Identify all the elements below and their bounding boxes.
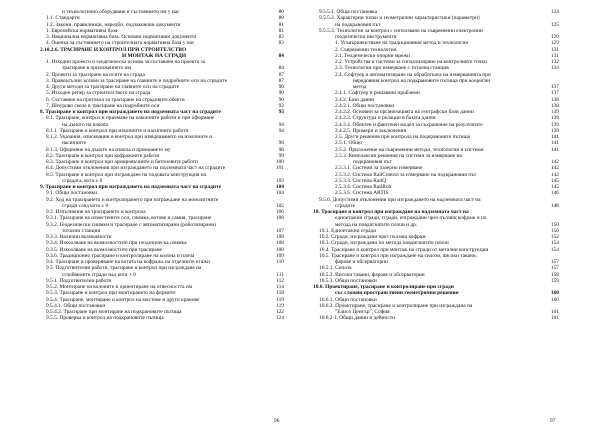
toc-entry-title: метод	[353, 84, 367, 90]
toc-entry-page: 81	[278, 27, 284, 34]
toc-entry-title: 10. Трасиране и контрол при изграждане на надземната част на	[313, 209, 469, 215]
toc-entry	[313, 315, 559, 321]
toc-entry-title: 2.5.3.5. Система ARTIS	[335, 190, 389, 197]
toc-entry-title: 9.1. Общи постановки	[46, 190, 98, 197]
toc-entry-page: 161	[550, 309, 559, 315]
toc-entry-title: 9.3.2. Геодезически снимки и трасиране с автоматизирани (роботизирани)	[46, 221, 216, 228]
toc-entry-page: 90	[278, 96, 284, 103]
toc-entry-title: 1. Изходни проекти и геодезическа основа за съставяне на проекта за	[46, 59, 206, 65]
toc-entry-page: 94	[278, 127, 284, 134]
toc-entry-page: 119	[276, 296, 284, 303]
toc-entry-title: 8.1.2. Указания, изисквания и контрол при извършването на изкопните и	[46, 134, 213, 140]
toc-entry-page: 157	[550, 265, 559, 272]
toc-entry-title: 2.5.2. Приложение на съвременни методи, технологии и системи	[335, 146, 484, 153]
toc-entry-page: 142	[550, 165, 559, 172]
toc-entry-title: 5. Изходен репер за строителството на сграда	[46, 90, 151, 97]
toc-entry-page: 125	[550, 21, 559, 28]
toc-entry-title: 9.5. Подготвителни работи, трасиране и контрол при изграждане на	[46, 265, 202, 272]
toc-entry-title: 9.5.5. Проверка и контрол на подкрановите пътища	[46, 315, 164, 322]
toc-entry-title: и технологично оборудване и състоянието им у нас	[62, 9, 180, 15]
toc-entry-title: 9.5.4.2. Трасиране при монтиране на подкрановите пътища	[46, 309, 182, 315]
toc-entry-title: 10.6. Проектиране, трасиране и контролиране при сгради	[313, 284, 454, 290]
toc-entry-page: 145	[550, 177, 559, 184]
toc-entry-page: 142	[550, 159, 559, 165]
toc-entry	[40, 315, 284, 321]
toc-entry-title: 2.4.2.3. Структура и релации в базата данни	[335, 115, 436, 122]
toc-entry-page: 150	[550, 227, 559, 234]
toc-entry-title: 10.3. Сгради, изграждани по метода повдигнатите плочи	[319, 240, 449, 247]
toc-entry-title: 8.3. Трасиране и контрол при армировъчните и бетоновите работи	[46, 159, 198, 165]
toc-entry-page: 154	[550, 246, 559, 253]
toc-entry-page: 139	[550, 115, 559, 122]
toc-entry-page: 160	[550, 290, 559, 297]
toc-entry-title: 10.1. Едноетажни сгради	[319, 227, 377, 234]
toc-entry-page: 104	[275, 190, 284, 197]
toc-entry-page: 124	[550, 9, 559, 15]
toc-entry-title: 10.5.3. Общи постановки	[319, 277, 377, 284]
toc-entry-page: 132	[550, 59, 559, 65]
toc-entry-title: сглобяемите сгради над кота + 0	[62, 271, 136, 278]
toc-entry-page: 122	[275, 309, 284, 315]
toc-entry-page: 82	[278, 34, 284, 40]
toc-entry-title: 7. Шнурово скеле в трасиране на подробните оси	[46, 102, 160, 109]
toc-entry-title: 9.3.5. Изкоолване на вьзмоэностите при трасиране	[46, 246, 162, 253]
toc-entry-page: 159	[550, 277, 559, 284]
toc-entry-title: 2. Съвременни технологии	[335, 46, 397, 53]
toc-entry-page: 129	[550, 40, 559, 47]
toc-entry-title: 9.3.4. Изкоолване на вьзмоэностите при геодезическа снимка	[46, 240, 187, 247]
toc-entry-title: 2.4.2.4. Обектен и фактичен модел за съхранение на резултатите	[335, 121, 483, 128]
toc-entry-title: 9.5.4.1. Общи постановки	[46, 302, 106, 309]
toc-entry-title: 3. Национална нормативна база. Основни нормативни документи	[46, 34, 197, 40]
toc-entry-title: 9.3.1. Трасиране на изместените оси, снимка, вотове и самия. трасиране	[46, 215, 212, 222]
toc-entry-page: 105	[275, 202, 284, 209]
toc-entry-title: 1.2. Закони, правилници, наредби, подзаконови документи	[46, 21, 181, 28]
toc-entry-title: 4. Оценка за състоянието на строителната нормативна база у нас	[46, 40, 195, 47]
toc-entry-page: 131	[550, 52, 559, 59]
toc-entry-title: 2.5.3.4. Система RailRob	[335, 184, 392, 190]
toc-entry-title: сградата, кота ± 0	[62, 177, 103, 184]
toc-right-column	[313, 9, 559, 322]
toc-entry-page: 92	[278, 102, 284, 109]
toc-entry-page: 90	[278, 84, 284, 90]
toc-entry-title: фарове и обсерватории	[335, 259, 388, 265]
toc-entry-page: 101	[275, 165, 284, 172]
toc-entry-title: 6. Съставяне на протокол за трасиране на сградовите обекти	[46, 96, 185, 103]
toc-entry-page: 90	[278, 90, 284, 97]
toc-entry-page: 129	[550, 34, 559, 40]
toc-entry-page: 111	[276, 271, 284, 278]
toc-entry-title: 2.4.1. Софтуер и решавани проблеми	[335, 90, 420, 97]
toc-entry-title: 10.2. Сгради, изграждани чрез пълзящ кофраж	[319, 234, 426, 240]
toc-entry-title: тотални станции	[62, 227, 101, 234]
toc-entry-title: 3. Правоъгълни ъглови за трасиране на главните и подробните оси на сградите	[46, 77, 228, 84]
toc-entry-title: И МОНТАЖ НА СГРАДИ	[121, 52, 187, 59]
toc-entry-title: 1. Европейска нормативна база	[46, 27, 118, 34]
toc-left-column	[40, 9, 284, 322]
toc-entry-page: 160	[550, 296, 559, 303]
toc-entry-title: насипните	[62, 140, 86, 147]
toc-entry-title: 9.5.2. Монтиране на колоните и ориентиране на отвесността им	[46, 284, 193, 290]
toc-entry-title: 4. Други методи за трасиране на главните оси на сградите	[46, 84, 180, 90]
toc-entry-title: 2.4.2. Бази данни	[335, 96, 375, 103]
toc-entry-title: "Елисо Център", София	[335, 309, 390, 315]
toc-entry-title: 2.5.3.1. Системи за лазерно измерване	[335, 165, 423, 172]
toc-entry-page: 146	[550, 190, 559, 197]
toc-entry-page: 139	[550, 127, 559, 134]
toc-entry-page: 107	[275, 227, 284, 234]
toc-entry-title: 2. Проекти за трасиране на осите на сграда	[46, 71, 145, 78]
toc-entry-title: 8.5. Трасиране и контрол при изграждане на подовата конструкция на	[46, 171, 207, 178]
toc-entry-page: 98	[278, 146, 284, 153]
toc-entry-page: 93	[278, 109, 284, 115]
toc-entry-title: 2.1. Геодезически опорни мрежи	[335, 52, 410, 59]
toc-entry-title: метода на повдигнатите плочи и др.	[335, 221, 418, 228]
toc-entry-title: 9.5.6. Допустими отклонения при изграждането на надземната част на	[319, 196, 481, 203]
toc-entry-title: 2.5.1. Общо	[335, 140, 362, 147]
toc-entry-page: 108	[275, 240, 284, 247]
toc-entry-page: 148	[550, 202, 559, 209]
toc-entry-page: 139	[550, 109, 559, 115]
toc-entry-title: 9.3.6. Традиционно трасиране и контролиране на колона и плоча	[46, 252, 195, 259]
toc-entry-title: 9.5.4. Трасиране, монтиране и контрол на мостове и други кранове	[46, 296, 200, 303]
toc-entry-title: 2.5. Други решения при контрола на подкрановите пътища	[335, 134, 471, 140]
toc-entry-title: 9.5.1. Подготвителни работи	[46, 277, 112, 284]
toc-entry-page: 108	[275, 234, 284, 240]
toc-entry-title: 2.5.3.3. Система RailQ	[335, 177, 387, 184]
toc-entry-page: 137	[550, 90, 559, 97]
toc-entry-title: 9.5.5.2. Характерни точки и геометрични характеристики (параметри)	[319, 15, 480, 22]
toc-entry-page: 80	[278, 15, 284, 22]
toc-entry-page: 134	[550, 65, 559, 72]
toc-entry-page: 141	[550, 146, 559, 153]
toc-entry-title: 9.2. Ход на трасирането и контролирането при изграждане на монолитните	[46, 196, 219, 203]
toc-entry-page: 80	[278, 9, 284, 15]
page-number-right: 97	[550, 418, 556, 424]
toc-entry-page: 96	[278, 140, 284, 147]
toc-entry-page: 154	[550, 240, 559, 247]
toc-entry-page: 106	[275, 209, 284, 215]
toc-entry-title: 9.3. Изпълнение на трасирането и контрола	[46, 209, 146, 215]
toc-entry-title: 8.2. Трасиране и контрол при кофражните работи	[46, 152, 160, 159]
toc-entry-page: 157	[550, 259, 559, 265]
toc-entry-page: 112	[276, 277, 284, 284]
toc-entry-title: 10.5. Трасиране и контрол при изграждане на силози, високи тавани,	[319, 252, 478, 259]
toc-entry-title: 9.3.3. Наличии възможности	[46, 234, 112, 240]
toc-entry-page: 87	[278, 71, 284, 78]
toc-entry-title: 9.4. Трасиране и проверяване на котата на кофража на отделните етажи	[46, 259, 210, 265]
toc-entry-title: 10.5.1. Силоза	[319, 265, 352, 272]
toc-entry-title: нередовния контрол на подкрановите пътища при кооригни	[353, 77, 491, 84]
toc-entry-title: едноетажни сгради, сгради, изграждани чрез пълзящ кофраж и по	[335, 215, 487, 222]
toc-entry-title: 8.1.1. Трасиране и контрол при изкопните и насипните работи	[46, 127, 189, 134]
toc-entry-page: 104	[275, 184, 284, 190]
toc-entry-page: 103	[275, 177, 284, 184]
toc-entry-page: 99	[278, 152, 284, 159]
toc-entry-page: 94	[278, 121, 284, 128]
toc-entry-title: 2.4.2.2. Основни за организацията на геотрафски бази данни	[335, 109, 474, 115]
toc-entry-title: 1. Усъвършенстване на традиционния метод и технология	[335, 40, 468, 47]
toc-entry-title: 8.1. Трасиране, контрол и приемане на изкопните работи и при оформяне	[46, 115, 215, 122]
toc-entry-page: 152	[550, 234, 559, 240]
toc-entry-page: 110	[276, 259, 284, 265]
toc-entry-page: 83	[278, 40, 284, 47]
toc-entry-title: 2.4.2.1. Общи постановки	[335, 102, 395, 109]
toc-entry-page: 139	[550, 121, 559, 128]
toc-entry-page: 158	[550, 271, 559, 278]
toc-entry-page: 141	[550, 140, 559, 147]
toc-entry-title: със сложни пространствени геометрични решения	[335, 290, 459, 297]
toc-entry-title: подкрановия път	[353, 159, 392, 165]
toc-entry-page: 109	[275, 252, 284, 259]
toc-entry-title: 9.5.5.3. Технологии за контрол с използване на съвременни електронни	[319, 27, 483, 34]
toc-entry-title: 2.5.3.2. Система RailControl за измерване на подкрановия път	[335, 171, 477, 178]
toc-entry-page: 124	[275, 315, 284, 322]
toc-entry-page: 141	[550, 134, 559, 140]
toc-entry-title: 1.1. Стандарти	[46, 15, 80, 22]
toc-entry-title: сградите	[335, 202, 356, 209]
toc-entry-title: сгради след кота ± 0	[62, 202, 109, 209]
toc-entry-page: 145	[550, 184, 559, 190]
toc-entry-title: 9.5.5.1. Обща постановка	[319, 9, 378, 15]
toc-entry-title: 2.10.2.6. ТРАСИРАНЕ И КОНТРОЛ ПРИ СТРОИТЕЛСТВО	[40, 46, 187, 53]
toc-entry-page: 84	[278, 52, 284, 59]
toc-entry-page: 106	[275, 215, 284, 222]
toc-entry-title: 2.4.2.5. Примери и заключения	[335, 127, 406, 134]
toc-entry-page: 81	[278, 21, 284, 28]
toc-entry-title: 10.5.2. Високи тавани, фарове и обсерватории	[319, 271, 425, 278]
toc-entry-page: 131	[550, 46, 559, 53]
toc-entry-title: 2.2. Устройства и системи за сигнализиране на контролните точки	[335, 59, 487, 65]
toc-entry-page: 138	[550, 102, 559, 109]
toc-entry-title: трасиране в приложението им	[62, 65, 131, 72]
toc-entry-title: 10.6.2.1. Общи данни и дейности	[319, 315, 395, 322]
toc-entry-title: 8.1.3. Оформяне на дъното на изкопа и приемането му	[46, 146, 171, 153]
toc-entry-title: 9.5.3. Трасиране и контрол при монтирането на фермите	[46, 290, 176, 297]
toc-entry-page: 137	[550, 84, 559, 90]
toc-entry-title: 2.4. Софтуер и автоматизиране на обработката на измерванията при	[335, 71, 491, 78]
toc-entry-page: 161	[550, 315, 559, 322]
toc-entry-title: 8. Трасиране и контрол при изграждането на подземната част на сградите	[40, 109, 221, 115]
toc-entry-title: 10.6.2. Проектиране, трасиране и контролиране при изграждане на	[319, 302, 473, 309]
page-number-left: 96	[274, 418, 280, 424]
toc-entry-title: 9. Трасиране и контрол при изграждането на надземната част на сградите	[40, 184, 222, 190]
toc-entry-page: 119	[276, 302, 284, 309]
toc-entry-page: 114	[276, 284, 284, 290]
toc-entry-page: 118	[276, 290, 284, 297]
toc-entry-page: 150	[550, 221, 559, 228]
toc-entry-page: 87	[278, 77, 284, 84]
toc-entry-page: 142	[550, 171, 559, 178]
toc-entry-title: геодезически инструменти	[335, 34, 397, 40]
toc-entry-title: 10.4. Трасиране и контрол при монтаж на сгради от метални конструкции	[319, 246, 489, 253]
toc-entry-page: 108	[275, 246, 284, 253]
toc-entry-page: 138	[550, 96, 559, 103]
toc-entry-title: 10.6.1. Общи постановки	[319, 296, 377, 303]
toc-entry-title: 8.4. Допустими отклонения при изграждането на подземната част на сградите	[46, 165, 226, 172]
toc-entry-page: 84	[278, 65, 284, 72]
toc-entry-title: на подкрановия път	[335, 21, 381, 28]
toc-entry-title: 2.5.3. Комплексни решения на системи за измерване на	[335, 152, 462, 159]
toc-entry-page: 100	[275, 159, 284, 165]
toc-entry-title: на дъното на изкопа	[62, 121, 108, 128]
toc-entry-title: 2.3. Технологии при измерване с тотална станция	[335, 65, 449, 72]
